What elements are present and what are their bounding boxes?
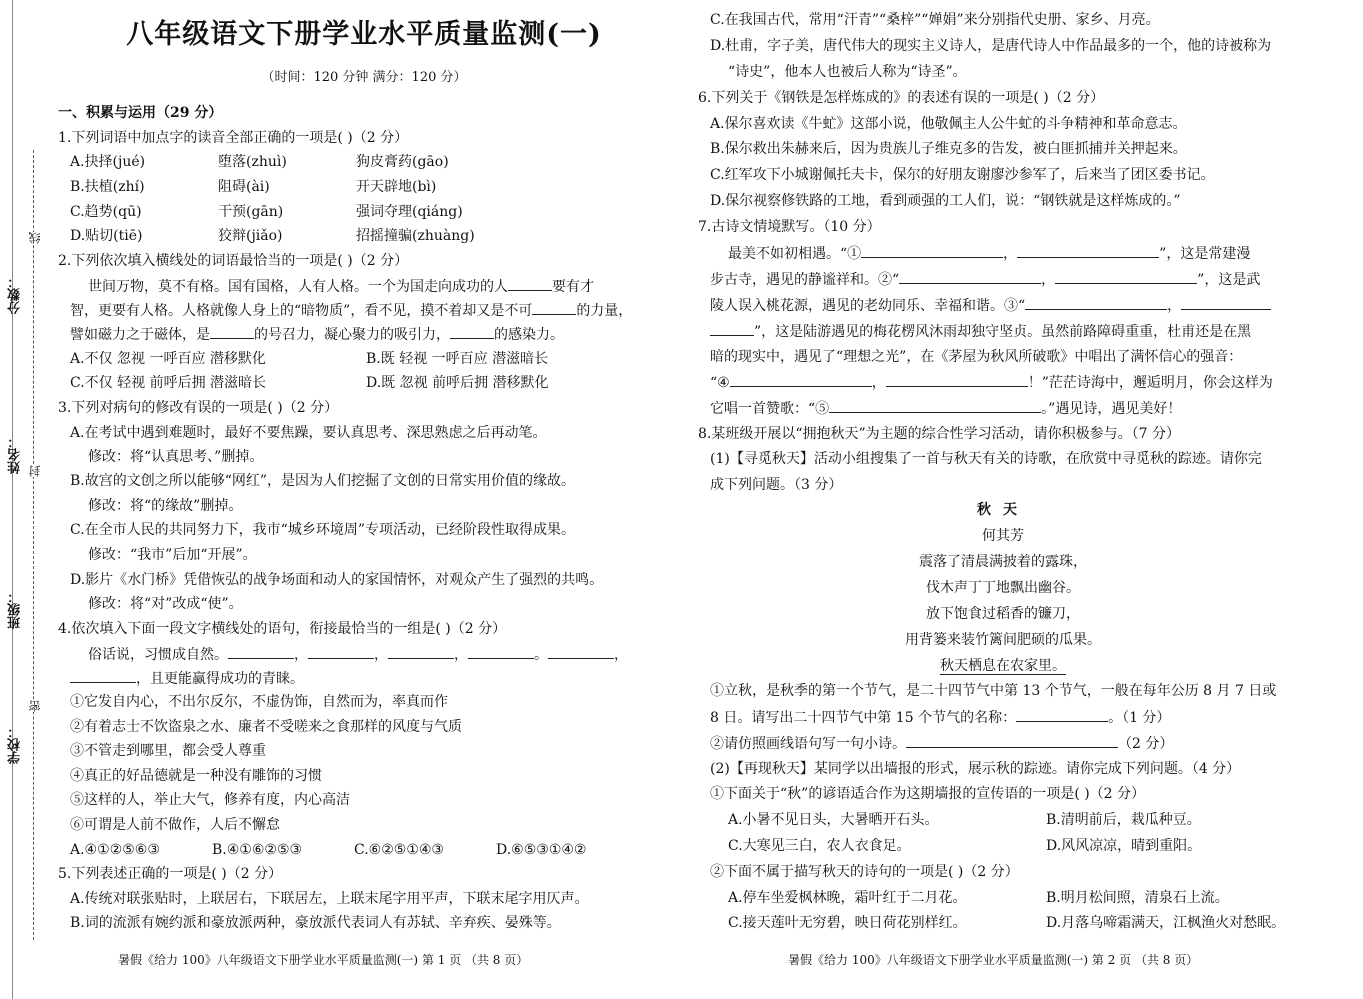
q5-option-d-line2: “诗史”，他本人也被后人称为“诗圣”。 bbox=[728, 64, 967, 80]
answer-blank bbox=[468, 644, 534, 659]
answer-blank bbox=[548, 644, 614, 659]
answer-blank bbox=[1017, 243, 1159, 258]
answer-blank bbox=[450, 324, 494, 339]
answer-blank bbox=[906, 733, 1118, 748]
q8-d2-options-cd: C.接天莲叶无穷碧，映日荷花别样红。 D.月落乌啼霜满天，江枫渔火对愁眠。 bbox=[728, 915, 1286, 931]
school-label: 学校： bbox=[8, 725, 23, 764]
q1-stem: 1.下列词语中加点字的读音全部正确的一项是( )（2 分） bbox=[58, 130, 409, 146]
q2-stem: 2.下列依次填入横线处的词语最恰当的一项是( )（2 分） bbox=[58, 253, 409, 269]
answer-blank bbox=[210, 324, 254, 339]
q4-item-4: ④真正的好品德就是一种没有雕饰的习惯 bbox=[70, 768, 322, 784]
poem-line-4: 用背篓来装竹篱间肥硕的瓜果。 bbox=[905, 632, 1101, 648]
poem-line-1: 震落了清晨满披着的露珠， bbox=[919, 554, 1087, 570]
q6-option-a: A.保尔喜欢读《牛虻》这部小说，他敬佩主人公牛虻的斗争精神和革命意志。 bbox=[710, 116, 1187, 132]
poem-last-line bbox=[698, 656, 1308, 676]
answer-blank bbox=[1025, 295, 1167, 310]
q4-stem: 4.依次填入下面一段文字横线处的语句，衔接最恰当的一组是( )（2 分） bbox=[58, 621, 507, 637]
q5-stem: 5.下列表述正确的一项是( )（2 分） bbox=[58, 866, 283, 882]
q2-passage-line3: 譬如磁力之于磁体，是 的号召力，凝心聚力的吸引力， 的感染力。 bbox=[70, 324, 564, 345]
q1-option-b: B.扶植(zhí) 阻碍(ài) 开天辟地(bì) bbox=[70, 179, 437, 195]
q3-option-c: C.在全市人民的共同努力下，我市“城乡环境周”专项活动，已经阶段性取得成果。 bbox=[70, 522, 575, 538]
exam-title: 八年级语文下册学业水平质量监测(一) bbox=[126, 19, 602, 50]
cut-line bbox=[33, 150, 34, 940]
answer-blank bbox=[1016, 707, 1108, 722]
q5-option-a: A.传统对联张贴时，上联居右，下联居左，上联末尾字用平声，下联末尾字用仄声。 bbox=[70, 891, 589, 907]
q7-line4: ”，这是陆游遇见的梅花楞风沐雨却独守坚贞。虽然前路障碍重重，杜甫还是在黑 bbox=[710, 321, 1251, 342]
answer-blank bbox=[730, 372, 872, 387]
q8-d1-options-ab: A.小暑不见日头，大暑晒开石头。 B.清明前后，栽瓜种豆。 bbox=[728, 812, 1201, 828]
answer-blank bbox=[228, 644, 294, 659]
q4-item-5: ⑤这样的人，举止大气，修养有度，内心高洁 bbox=[70, 792, 350, 808]
cut-mark-dense: 密 bbox=[28, 700, 42, 712]
answer-blank bbox=[886, 372, 1028, 387]
cut-mark-seal: 封 bbox=[28, 465, 42, 477]
q4-passage-line1: 俗话说，习惯成自然。 ， ， ， 。 ， bbox=[88, 644, 628, 665]
q3-fix-d: 修改：将“对”改成“使”。 bbox=[88, 596, 243, 612]
q6-stem: 6.下列关于《钢铁是怎样炼成的》的表述有误的一项是( )（2 分） bbox=[698, 90, 1105, 106]
q8-c2: ②请仿照画线语句写一句小诗。 （2 分） bbox=[710, 733, 1173, 754]
q7-stem: 7.古诗文情境默写。（10 分） bbox=[698, 219, 881, 235]
q4-item-6: ⑥可谓是人前不做作，人后不懈怠 bbox=[70, 817, 280, 833]
q8-c1-line2: 8 日。请写出二十四节气中第 15 个节气的名称： 。（1 分） bbox=[710, 707, 1170, 728]
q6-option-d: D.保尔视察修铁路的工地，看到顽强的工人们，说：“钢铁就是这样炼成的。” bbox=[710, 193, 1181, 209]
poem-title: 秋天 bbox=[977, 502, 1029, 518]
q2-passage-line2: 智，更要有人格。人格就像人身上的“暗物质”，看不见，摸不着却又是不可 的力量， bbox=[70, 300, 632, 321]
answer-blank bbox=[70, 668, 136, 683]
q4-item-3: ③不管走到哪里，都会受人尊重 bbox=[70, 743, 266, 759]
q2-options-cd: C.不仅 轻视 前呼后拥 潜滋暗长 D.既 忽视 前呼后拥 潜移默化 bbox=[70, 375, 549, 391]
margin-rule bbox=[12, 0, 13, 999]
q4-item-1: ①它发自内心，不出尔反尔，不虚伪饰，自然而为，率真而作 bbox=[70, 694, 448, 710]
q7-line2: 步古寺，遇见的静谧祥和。②“ ， ”，这是武 bbox=[710, 269, 1260, 290]
answer-blank bbox=[1055, 269, 1197, 284]
q1-option-c: C.趋势(qū) 干预(gān) 强词夺理(qiáng) bbox=[70, 204, 463, 220]
q8-c1-line1: ①立秋，是秋季的第一个节气，是二十四节气中第 13 个节气，一般在每年公历 8 月 7 日或 bbox=[710, 683, 1277, 699]
q8-d1-options-cd: C.大寒见三白，农人衣食足。 D.风风凉凉，晴到重阳。 bbox=[728, 838, 1202, 854]
name-label: 姓名： bbox=[8, 435, 23, 474]
page-footer: 暑假《给力 100》八年级语文下册学业水平质量监测(一) 第 1 页 （共 8 页） bbox=[118, 953, 529, 967]
answer-blank bbox=[308, 644, 374, 659]
q7-line1: 最美不如初相遇。“① ， ”，这是常建漫 bbox=[728, 243, 1250, 264]
q5-option-d-line1: D.杜甫，字子美，唐代伟大的现实主义诗人，是唐代诗人中作品最多的一个，他的诗被称为 bbox=[710, 38, 1272, 54]
q3-fix-b: 修改：将“的缘故”删掉。 bbox=[88, 498, 243, 514]
q8-stem: 8.某班级开展以“拥抱秋天”为主题的综合性学习活动，请你积极参与。（7 分） bbox=[698, 426, 1181, 442]
poem-author: 何其芳 bbox=[982, 528, 1024, 544]
class-label: 班级： bbox=[8, 590, 23, 629]
q8-part2: (2)【再现秋天】某同学以出墙报的形式，展示秋的踪迹。请你完成下列问题。（4 分） bbox=[710, 761, 1241, 777]
q4-options: A.④①②⑤⑥③ B.④①⑥②⑤③ C.⑥②⑤①④③ D.⑥⑤③①④② bbox=[70, 842, 587, 858]
q6-option-c: C.红军攻下小城谢佩托夫卡，保尔的好朋友谢廖沙参军了，后来当了团区委书记。 bbox=[710, 167, 1215, 183]
answer-blank bbox=[861, 243, 1003, 258]
q3-fix-a: 修改：将“认真思考、”删掉。 bbox=[88, 449, 264, 465]
page-2 bbox=[698, 0, 1308, 999]
answer-blank bbox=[829, 398, 1041, 413]
q2-passage-line1: 世间万物，莫不有格。国有国格，人有人格。一个为国走向成功的人 要有才 bbox=[88, 276, 594, 297]
section-heading: 一、积累与运用（29 分） bbox=[58, 105, 223, 121]
q5-option-b: B.词的流派有婉约派和豪放派两种，豪放派代表词人有苏轼、辛弃疾、晏殊等。 bbox=[70, 915, 561, 931]
q2-options-ab: A.不仅 忽视 一呼百应 潜移默化 B.既 轻视 一呼百应 潜滋暗长 bbox=[70, 351, 549, 367]
answer-blank bbox=[508, 276, 552, 291]
q8-part1-line1: (1)【寻觅秋天】活动小组搜集了一首与秋天有关的诗歌，在欣赏中寻觅秋的踪迹。请你完 bbox=[710, 451, 1262, 467]
answer-blank bbox=[532, 300, 576, 315]
q8-d2-stem: ②下面不属于描写秋天的诗句的一项是( )（2 分） bbox=[710, 864, 1019, 880]
q6-option-b: B.保尔救出朱赫来后，因为贵族儿子维克多的告发，被白匪抓捕并关押起来。 bbox=[710, 141, 1187, 157]
poem-line-3: 放下饱食过稻香的镰刀， bbox=[926, 606, 1080, 622]
page-1 bbox=[58, 0, 670, 999]
q3-option-a: A.在考试中遇到难题时，最好不要焦躁，要认真思考、深思熟虑之后再动笔。 bbox=[70, 425, 547, 441]
q7-line3: 陵人误入桃花源，遇见的老幼同乐、幸福和谐。③“ ， bbox=[710, 295, 1271, 316]
exam-subtitle: （时间：120 分钟 满分：120 分） bbox=[261, 70, 467, 85]
score-label: 分数： bbox=[8, 275, 23, 314]
q8-d2-options-ab: A.停车坐爱枫林晚，霜叶红于二月花。 B.明月松间照，清泉石上流。 bbox=[728, 890, 1229, 906]
binding-margin bbox=[0, 0, 50, 999]
cut-mark-line: 线 bbox=[28, 232, 42, 244]
page-footer: 暑假《给力 100》八年级语文下册学业水平质量监测(一) 第 2 页 （共 8 页） bbox=[788, 953, 1199, 967]
answer-blank bbox=[1181, 295, 1271, 310]
q7-line6: “④ ， ！”茫茫诗海中，邂逅明月，你会这样为 bbox=[710, 372, 1273, 393]
answer-blank bbox=[899, 269, 1041, 284]
q8-part1-line2: 成下列问题。（3 分） bbox=[710, 477, 843, 493]
q1-option-d: D.贴切(tiē) 狡辩(jiǎo) 招摇撞骗(zhuàng) bbox=[70, 228, 475, 244]
poem-line-2: 伐木声丁丁地飘出幽谷。 bbox=[926, 580, 1080, 596]
q3-option-d: D.影片《水门桥》凭借恢弘的战争场面和动人的家国情怀，对观众产生了强烈的共鸣。 bbox=[70, 572, 604, 588]
q3-stem: 3.下列对病句的修改有误的一项是( )（2 分） bbox=[58, 400, 339, 416]
underlined-line: 秋天栖息在农家里。 bbox=[940, 658, 1066, 674]
q4-item-2: ②有着志士不饮盗泉之水、廉者不受嗟来之食那样的风度与气质 bbox=[70, 719, 462, 735]
q7-line5: 暗的现实中，遇见了“理想之光”，在《茅屋为秋风所破歌》中唱出了满怀信心的强音： bbox=[710, 349, 1243, 365]
q1-option-a: A.抉择(jué) 堕落(zhuì) 狗皮膏药(gāo) bbox=[70, 154, 449, 170]
q7-line7: 它唱一首赞歌：“⑤ 。”遇见诗，遇见美好！ bbox=[710, 398, 1181, 419]
q3-option-b: B.故宫的文创之所以能够“网红”，是因为人们挖掘了文创的日常实用价值的缘故。 bbox=[70, 473, 576, 489]
answer-blank bbox=[710, 321, 754, 336]
q4-passage-line2: ，且更能赢得成功的青睐。 bbox=[70, 668, 304, 689]
q8-d1-stem: ①下面关于“秋”的谚语适合作为这期墙报的宣传语的一项是( )（2 分） bbox=[710, 786, 1146, 802]
q5-option-c: C.在我国古代，常用“汗青”“桑梓”“婵娟”来分别指代史册、家乡、月亮。 bbox=[710, 12, 1160, 28]
answer-blank bbox=[388, 644, 454, 659]
q3-fix-c: 修改：“我市”后加“开展”。 bbox=[88, 547, 257, 563]
